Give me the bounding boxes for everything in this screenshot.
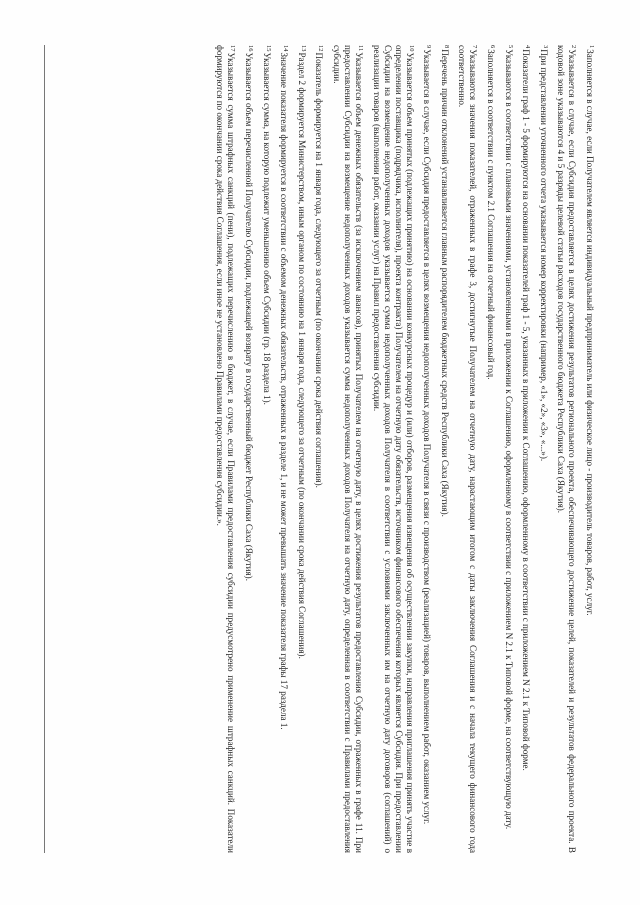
footnote-list <box>215 45 598 853</box>
footnote-number: 6 <box>489 45 497 49</box>
footnote <box>485 45 498 853</box>
footnote <box>538 45 551 853</box>
footnote-text: Указывается объем принятых (подлежащих принятию) на основании конкурсных процедур и (или) отборов, размещения извещения об осуществлении закупки, направления приглашения принять участие в определении поставщика (подрядчика, исполнителя), проекта контракта) Получателем на отчетную дату обязательств, источником финансового обеспечения которых является Субсидия. При предоставлении Субсидии на возмещение недополученных доходов указывается сумма недополученных доходов Получателя в соответствии с условиями заключенных им на отчетную дату договоров (соглашений) о реализации товаров (выполнении работ, оказании услуг) на Правил предоставления субсидии. <box>371 45 415 853</box>
footnote-number: 17 <box>229 45 237 52</box>
footnote-text: Заполняется в случае, если Получателем является индивидуальный предприниматель или физическое лицо - производитель товаров, работ, услуг. <box>585 49 595 616</box>
footnote-text: Указывается в случае, если Субсидия предоставляется в целях возмещения недополученных доходов Получателя в связи с производством (реализацией) товаров, выполнением работ, оказанием услуг. <box>422 49 433 825</box>
footnote-number: 14 <box>282 45 290 52</box>
footnote-number: 3 <box>541 45 549 49</box>
footnote-text: Указывается сумма, на которую подлежит уменьшению объем Субсидии (гр. 18 раздела 1). <box>261 52 272 405</box>
footnote-number: 7 <box>471 45 479 49</box>
footnote-text: Указывается в случае, если Субсидия предоставляется в целях достижения результатов регионального проекта, обеспечивающего достижение целей, показателей и результатов федерального проекта. В кодовой зоне указываются 4 и 5 разряды целевой статьи расходов государственного бюджета Республики Саха (Якутия). <box>556 45 578 853</box>
footnote-text: Заполняется в соответствии с пунктом 2.1 Соглашения на отчетный финансовый год. <box>486 49 497 380</box>
footnote-number: 8 <box>442 45 450 49</box>
footnote <box>555 45 579 853</box>
footnote-text: При представлении уточненного отчета указывается номер корректировки (например, «1», «2», «3», «...»). <box>538 49 549 462</box>
footnote <box>584 45 597 853</box>
footnote <box>456 45 480 853</box>
footnote-number: 9 <box>425 45 433 49</box>
footnote-number: 13 <box>299 45 307 52</box>
footnote <box>371 45 417 853</box>
footnote-number: 10 <box>407 45 415 52</box>
footnote-text: Указывается объем перечисленной Получателю Субсидии, подлежащей возврату в государственный бюджет Республики Саха (Якутия). <box>244 52 255 581</box>
footnote-text: Значение показателя формируется в соответствии с объемом денежных обязательств, отраженных в разделе 1, и не может превышать значение показателя графы 17 раздела 1. <box>279 52 290 730</box>
footnote-text: Перечень причин отклонений устанавливается главным распорядителем бюджетных средств Республики Саха (Якутия). <box>439 49 450 517</box>
footnote <box>421 45 434 853</box>
footnote-number: 5 <box>506 45 514 49</box>
footnote-text: Указываются в соответствии с плановыми значениями, установленными в приложении к Соглашению, оформленному в соответствии с приложением N 2.1 к Типовой форме, на соответствующую дату. <box>503 49 514 830</box>
footnote-text: Показатель формируется на 1 января года, следующего за отчетным (по окончании срока действия соглашения). <box>314 52 325 488</box>
footnote <box>261 45 274 853</box>
footnote <box>296 45 309 853</box>
footnote-number: 12 <box>317 45 325 52</box>
footnote-number: 15 <box>264 45 272 52</box>
footnote <box>331 45 366 853</box>
footnote-number: 11 <box>357 45 365 52</box>
footnote <box>278 45 291 853</box>
footnote-text: Показатели граф 1 - 5 формируются на основании показателей граф 1 - 5, указанных в приложении к Соглашению, оформленному в соответствии с приложением N 2.1 к Типовой форме. <box>521 49 532 771</box>
footnote-text: Указываются значения показателей, отраженных в графе 3, достигнутые Получателем на отчетную дату, нарастающим итогом с даты заключения Соглашения и с начала текущего финансового года соответственно. <box>457 45 479 853</box>
footnote-number: 2 <box>570 45 578 49</box>
footnote <box>503 45 516 853</box>
bottom-rule <box>44 45 45 853</box>
footnote <box>243 45 256 853</box>
footnote-number: 1 <box>588 45 595 49</box>
footnote-text: Указывается сумма штрафных санкций (пени), подлежащих перечислению в бюджет, в случае, если Правилами предоставления субсидии предусмотрено применение штрафных санкций. Показатели формируются по окончании срока действия Соглашения, если иное не установлено Правилами предоставления субсидии.». <box>215 45 237 853</box>
footnote-number: 16 <box>247 45 255 52</box>
footnote <box>313 45 326 853</box>
footnote-text: Указывается объем денежных обязательств (за исключением авансов), принятых Получателем на отчетную дату, в целях достижения результатов предоставления Субсидии, отраженных в графе 11. При предоставлении Субсидии на возмещение недополученных доходов указывается сумма недополученных доходов Получателя на отчетную дату, определенная в соответствии с Правилами предоставления субсидии. <box>332 45 365 853</box>
footnote <box>520 45 533 853</box>
footnote <box>215 45 239 853</box>
rotated-footnotes-block <box>37 45 597 853</box>
footnote-number: 4 <box>524 45 532 49</box>
footnote-text: Раздел 2 формируется Министерством, иным органом по состоянию на 1 января года, следующего за отчетным (по окончании срока действия Соглашения). <box>296 52 307 659</box>
footnote <box>439 45 452 853</box>
